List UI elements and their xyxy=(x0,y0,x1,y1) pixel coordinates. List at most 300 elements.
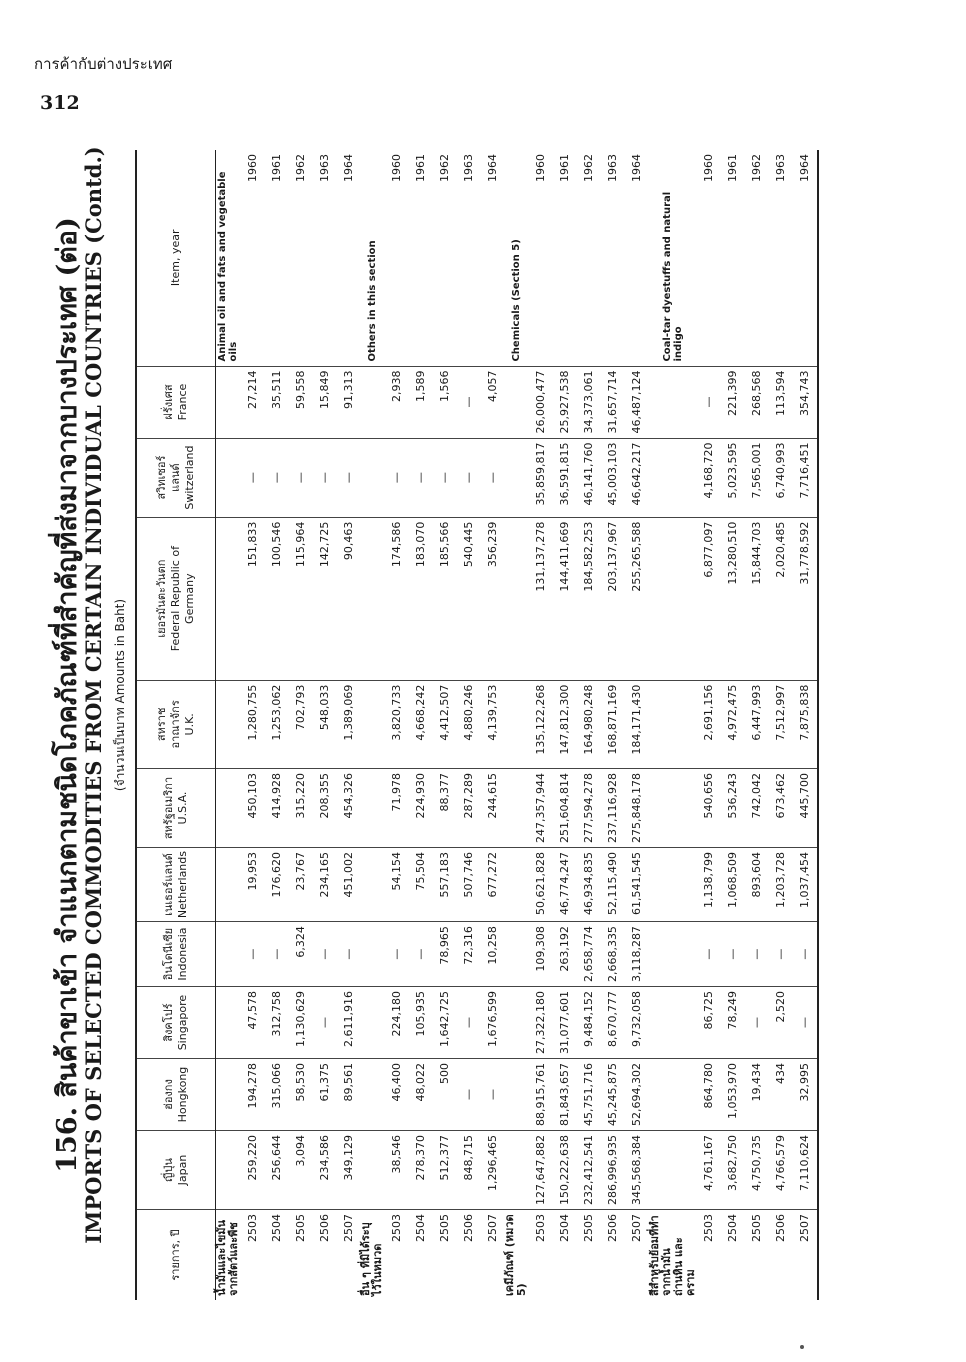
value-cell: 275,848,178 xyxy=(625,769,649,848)
empty-cell xyxy=(504,922,528,987)
value-cell: 3,682,750 xyxy=(721,1131,745,1210)
year-english: 1960 xyxy=(384,150,408,366)
year-thai: 2506 xyxy=(317,1214,331,1242)
year-thai: 2504 xyxy=(413,1214,427,1242)
value-cell: 1,138,799 xyxy=(697,848,721,922)
year-english: 1963 xyxy=(769,150,793,366)
empty-cell xyxy=(504,680,528,768)
value-cell: — xyxy=(745,922,769,987)
value-cell: 673,462 xyxy=(769,769,793,848)
table-row xyxy=(529,150,553,1300)
year-thai: 2507 xyxy=(793,1210,818,1301)
table-row xyxy=(697,150,721,1300)
value-cell: 31,778,592 xyxy=(793,517,818,680)
column-header-thai: อินโดนีเซีย xyxy=(162,927,176,981)
value-cell: — xyxy=(312,987,336,1059)
value-cell: 255,265,588 xyxy=(625,517,649,680)
value-cell: 86,725 xyxy=(697,987,721,1059)
value-cell: 75,504 xyxy=(408,848,432,922)
value-cell: 9,484,152 xyxy=(577,987,601,1059)
value-cell: 72,316 xyxy=(456,922,480,987)
year-thai: 2505 xyxy=(293,1214,307,1242)
value-cell: 54,154 xyxy=(384,848,408,922)
value-cell: 234,165 xyxy=(312,848,336,922)
value-cell: 4,766,579 xyxy=(769,1131,793,1210)
value-cell: — xyxy=(721,922,745,987)
empty-cell xyxy=(649,438,697,517)
value-cell: 8,670,777 xyxy=(601,987,625,1059)
value-cell: 277,594,278 xyxy=(577,769,601,848)
value-cell: 15,849 xyxy=(312,366,336,438)
empty-cell xyxy=(216,438,241,517)
column-header xyxy=(136,1059,216,1131)
year-thai: 2505 xyxy=(582,1214,596,1242)
value-cell: 221,399 xyxy=(721,366,745,438)
value-cell: 256,644 xyxy=(264,1131,288,1210)
value-cell: — xyxy=(480,1059,504,1131)
value-cell: 35,859,817 xyxy=(529,438,553,517)
section-label-thai: น้ำมันและไขมันจากสัตว์และพืช xyxy=(215,1219,241,1296)
value-cell: — xyxy=(384,438,408,517)
value-cell: 47,578 xyxy=(240,987,264,1059)
year-english: 1962 xyxy=(288,150,312,366)
value-cell: 1,389,069 xyxy=(336,680,360,768)
column-header-english: Japan xyxy=(176,1154,189,1186)
value-cell: 268,568 xyxy=(745,366,769,438)
value-cell: 742,042 xyxy=(745,769,769,848)
value-cell: — xyxy=(264,922,288,987)
year-thai: 2503 xyxy=(245,1214,259,1242)
table-row xyxy=(432,150,456,1300)
value-cell: 548,033 xyxy=(312,680,336,768)
section-label-thai: อื่น ๆ ที่มิได้ระบุไว้ในหมวด xyxy=(359,1222,385,1296)
column-header xyxy=(136,438,216,517)
column-header xyxy=(136,922,216,987)
table-row xyxy=(769,150,793,1300)
empty-cell xyxy=(504,366,528,438)
value-cell: — xyxy=(384,922,408,987)
year-thai: 2504 xyxy=(726,1214,740,1242)
value-cell: 557,183 xyxy=(432,848,456,922)
empty-cell xyxy=(649,848,697,922)
empty-cell xyxy=(360,987,384,1059)
value-cell: 135,122,268 xyxy=(529,680,553,768)
column-header-thai: สหรัฐอเมริกา xyxy=(162,776,176,840)
value-cell: 46,141,760 xyxy=(577,438,601,517)
column-header-english: Switzerland xyxy=(182,445,196,510)
value-cell: 109,308 xyxy=(529,922,553,987)
value-cell: 7,110,624 xyxy=(793,1131,818,1210)
value-cell: 46,934,835 xyxy=(577,848,601,922)
value-cell: 144,411,669 xyxy=(553,517,577,680)
value-cell: 500 xyxy=(432,1059,456,1131)
value-cell: 4,750,735 xyxy=(745,1131,769,1210)
value-cell: 702,793 xyxy=(288,680,312,768)
value-cell: 58,530 xyxy=(288,1059,312,1131)
value-cell: 100,546 xyxy=(264,517,288,680)
empty-cell xyxy=(216,922,241,987)
empty-cell xyxy=(360,769,384,848)
value-cell: 32,995 xyxy=(793,1059,818,1131)
section-label-english: Coal-tar dyestuffs and natural indigo xyxy=(649,150,697,366)
value-cell: 3,094 xyxy=(288,1131,312,1210)
table-row xyxy=(793,150,818,1300)
empty-cell xyxy=(649,680,697,768)
value-cell: 345,568,384 xyxy=(625,1131,649,1210)
value-cell: 414,928 xyxy=(264,769,288,848)
value-cell: — xyxy=(456,987,480,1059)
column-header xyxy=(136,366,216,438)
table-row xyxy=(312,150,336,1300)
value-cell: 184,582,253 xyxy=(577,517,601,680)
value-cell: 7,512,997 xyxy=(769,680,793,768)
section-label-thai: เคมีภัณฑ์ (หมวด 5) xyxy=(503,1214,529,1296)
value-cell: 45,751,716 xyxy=(577,1059,601,1131)
value-cell: 247,357,944 xyxy=(529,769,553,848)
table-row xyxy=(336,150,360,1300)
year-thai: 2505 xyxy=(437,1214,451,1242)
value-cell: 287,289 xyxy=(456,769,480,848)
value-cell: — xyxy=(793,987,818,1059)
value-cell: 185,566 xyxy=(432,517,456,680)
table-row xyxy=(264,150,288,1300)
year-english: 1963 xyxy=(456,150,480,366)
value-cell: 1,642,725 xyxy=(432,987,456,1059)
value-cell: 27,322,180 xyxy=(529,987,553,1059)
value-cell: 78,249 xyxy=(721,987,745,1059)
column-header-thai: เยอรมันตะวันตก xyxy=(155,559,169,638)
year-thai: 2505 xyxy=(750,1214,764,1242)
value-cell: 1,068,509 xyxy=(721,848,745,922)
value-cell: — xyxy=(793,922,818,987)
value-cell: 1,566 xyxy=(432,366,456,438)
value-cell: 88,915,761 xyxy=(529,1059,553,1131)
value-cell: 6,877,097 xyxy=(697,517,721,680)
section-label-thai: สีสำหรับย้อมที่ทำจากน้ำมันถ่านหิน และคราม xyxy=(647,1215,697,1296)
value-cell: — xyxy=(456,1059,480,1131)
value-cell: 115,964 xyxy=(288,517,312,680)
column-header-english: U.S.A. xyxy=(176,791,189,825)
value-cell: 677,272 xyxy=(480,848,504,922)
value-cell: 9,732,058 xyxy=(625,987,649,1059)
value-cell: 31,657,714 xyxy=(601,366,625,438)
value-cell: 15,844,703 xyxy=(745,517,769,680)
value-cell: 81,843,657 xyxy=(553,1059,577,1131)
value-cell: 61,375 xyxy=(312,1059,336,1131)
empty-cell xyxy=(216,1131,241,1210)
year-english: 1960 xyxy=(529,150,553,366)
value-cell: 7,716,451 xyxy=(793,438,818,517)
value-cell: 7,875,838 xyxy=(793,680,818,768)
empty-cell xyxy=(216,366,241,438)
value-cell: 203,137,967 xyxy=(601,517,625,680)
value-cell: 1,280,755 xyxy=(240,680,264,768)
empty-cell xyxy=(360,1131,384,1210)
column-header xyxy=(136,987,216,1059)
value-cell: 4,139,753 xyxy=(480,680,504,768)
empty-cell xyxy=(504,1131,528,1210)
value-cell: 46,774,247 xyxy=(553,848,577,922)
value-cell: 183,070 xyxy=(408,517,432,680)
value-cell: 1,676,599 xyxy=(480,987,504,1059)
value-cell: 2,020,485 xyxy=(769,517,793,680)
empty-cell xyxy=(360,438,384,517)
value-cell: 176,620 xyxy=(264,848,288,922)
empty-cell xyxy=(216,848,241,922)
year-thai: 2507 xyxy=(341,1214,355,1242)
value-cell: 113,594 xyxy=(769,366,793,438)
value-cell: — xyxy=(240,922,264,987)
value-cell: — xyxy=(264,438,288,517)
year-thai: 2503 xyxy=(389,1214,403,1242)
value-cell: 263,192 xyxy=(553,922,577,987)
value-cell: 234,586 xyxy=(312,1131,336,1210)
year-english: 1963 xyxy=(601,150,625,366)
section-label-english: Others in this section xyxy=(360,150,384,366)
value-cell: 536,243 xyxy=(721,769,745,848)
value-cell: 354,743 xyxy=(793,366,818,438)
year-english: 1962 xyxy=(745,150,769,366)
value-cell: 848,715 xyxy=(456,1131,480,1210)
section-row xyxy=(504,150,528,1300)
value-cell: 540,656 xyxy=(697,769,721,848)
column-header xyxy=(136,769,216,848)
value-cell: 315,066 xyxy=(264,1059,288,1131)
value-cell: 4,880,246 xyxy=(456,680,480,768)
value-cell: 232,412,541 xyxy=(577,1131,601,1210)
value-cell: 52,115,490 xyxy=(601,848,625,922)
value-cell: 46,487,124 xyxy=(625,366,649,438)
value-cell: 208,355 xyxy=(312,769,336,848)
running-header: การค้ากับต่างประเทศ xyxy=(34,55,173,73)
value-cell: 278,370 xyxy=(408,1131,432,1210)
value-cell: 286,996,935 xyxy=(601,1131,625,1210)
value-cell: 244,615 xyxy=(480,769,504,848)
section-label-english: Animal oil and fats and vegetable oils xyxy=(216,150,241,366)
value-cell: 50,621,828 xyxy=(529,848,553,922)
value-cell: 168,871,169 xyxy=(601,680,625,768)
year-english: 1960 xyxy=(240,150,264,366)
value-cell: 2,611,916 xyxy=(336,987,360,1059)
value-cell: 151,833 xyxy=(240,517,264,680)
year-english: 1962 xyxy=(432,150,456,366)
table-row xyxy=(721,150,745,1300)
value-cell: 142,725 xyxy=(312,517,336,680)
value-cell: 127,647,882 xyxy=(529,1131,553,1210)
empty-cell xyxy=(360,848,384,922)
value-cell: 194,278 xyxy=(240,1059,264,1131)
value-cell: 45,003,103 xyxy=(601,438,625,517)
column-header-english: U.K. xyxy=(182,713,196,736)
value-cell: 26,000,477 xyxy=(529,366,553,438)
value-cell: 224,930 xyxy=(408,769,432,848)
year-english: 1964 xyxy=(625,150,649,366)
table-row xyxy=(553,150,577,1300)
empty-cell xyxy=(504,769,528,848)
value-cell: 48,022 xyxy=(408,1059,432,1131)
value-cell: 4,168,720 xyxy=(697,438,721,517)
value-cell: 2,691,156 xyxy=(697,680,721,768)
value-cell: 445,700 xyxy=(793,769,818,848)
value-cell: — xyxy=(312,438,336,517)
column-header-english: Federal Republic of Germany xyxy=(169,546,196,652)
year-english: 1963 xyxy=(312,150,336,366)
value-cell: 349,129 xyxy=(336,1131,360,1210)
value-cell: 1,037,454 xyxy=(793,848,818,922)
value-cell: — xyxy=(745,987,769,1059)
year-thai: 2506 xyxy=(461,1214,475,1242)
empty-cell xyxy=(360,517,384,680)
value-cell: 454,326 xyxy=(336,769,360,848)
column-header xyxy=(136,848,216,922)
table-row xyxy=(288,150,312,1300)
value-cell: — xyxy=(432,438,456,517)
value-cell: — xyxy=(240,438,264,517)
empty-cell xyxy=(216,680,241,768)
value-cell: 312,758 xyxy=(264,987,288,1059)
value-cell: 34,373,061 xyxy=(577,366,601,438)
column-header-thai: ญี่ปุ่น xyxy=(162,1158,176,1182)
value-cell: 1,253,062 xyxy=(264,680,288,768)
value-cell: 19,434 xyxy=(745,1059,769,1131)
year-english: 1961 xyxy=(553,150,577,366)
value-cell: 315,220 xyxy=(288,769,312,848)
table-row xyxy=(601,150,625,1300)
table-row xyxy=(625,150,649,1300)
header-row xyxy=(136,150,216,1300)
empty-cell xyxy=(649,922,697,987)
value-cell: — xyxy=(769,922,793,987)
section-label-english: Chemicals (Section 5) xyxy=(504,150,528,366)
column-header xyxy=(136,1210,216,1301)
value-cell: 2,938 xyxy=(384,366,408,438)
value-cell: 164,980,248 xyxy=(577,680,601,768)
value-cell: 1,589 xyxy=(408,366,432,438)
column-header-english: Hongkong xyxy=(176,1066,189,1123)
empty-cell xyxy=(360,922,384,987)
value-cell: 540,445 xyxy=(456,517,480,680)
column-header-thai: รายการ, ปี xyxy=(169,1229,183,1281)
empty-cell xyxy=(504,848,528,922)
value-cell: — xyxy=(336,438,360,517)
value-cell: 150,222,638 xyxy=(553,1131,577,1210)
value-cell: 174,586 xyxy=(384,517,408,680)
value-cell: 27,214 xyxy=(240,366,264,438)
empty-cell xyxy=(649,769,697,848)
table-title-thai: 156. สินค้าขาเข้า จำแนกตามชนิดโภคภัณฑ์ที่สำคัญที่ส่งมาจากบางประเทศ (ต่อ) xyxy=(52,217,83,1173)
value-cell: 71,978 xyxy=(384,769,408,848)
year-english: 1964 xyxy=(336,150,360,366)
value-cell: 864,780 xyxy=(697,1059,721,1131)
value-cell: 6,447,993 xyxy=(745,680,769,768)
table-row xyxy=(577,150,601,1300)
value-cell: 31,077,601 xyxy=(553,987,577,1059)
column-header-english: Item, year xyxy=(169,229,183,287)
imports-table xyxy=(135,150,819,1300)
empty-cell xyxy=(649,366,697,438)
value-cell: 91,313 xyxy=(336,366,360,438)
value-cell: 1,053,970 xyxy=(721,1059,745,1131)
year-thai: 2507 xyxy=(485,1214,499,1242)
empty-cell xyxy=(649,987,697,1059)
value-cell: 88,377 xyxy=(432,769,456,848)
page-number: 312 xyxy=(40,92,80,114)
empty-cell xyxy=(504,438,528,517)
value-cell: 45,245,875 xyxy=(601,1059,625,1131)
value-cell: 4,972,475 xyxy=(721,680,745,768)
value-cell: 25,927,538 xyxy=(553,366,577,438)
value-cell: 450,103 xyxy=(240,769,264,848)
value-cell: 131,137,278 xyxy=(529,517,553,680)
value-cell: 36,591,815 xyxy=(553,438,577,517)
year-thai: 2504 xyxy=(269,1214,283,1242)
column-header-thai: สวิทเซอร์แลนด์ xyxy=(155,455,183,500)
value-cell: 46,400 xyxy=(384,1059,408,1131)
value-cell: 5,023,595 xyxy=(721,438,745,517)
table-row xyxy=(480,150,504,1300)
value-cell: 184,171,430 xyxy=(625,680,649,768)
value-cell: 2,520 xyxy=(769,987,793,1059)
value-cell: 451,002 xyxy=(336,848,360,922)
year-english: 1961 xyxy=(264,150,288,366)
value-cell: 2,668,335 xyxy=(601,922,625,987)
column-header-thai: ฝรั่งเศส xyxy=(162,384,176,420)
value-cell: 13,280,510 xyxy=(721,517,745,680)
value-cell: 10,258 xyxy=(480,922,504,987)
empty-cell xyxy=(649,1059,697,1131)
value-cell: — xyxy=(336,922,360,987)
value-cell: 2,658,774 xyxy=(577,922,601,987)
value-cell: 237,116,928 xyxy=(601,769,625,848)
value-cell: 1,296,465 xyxy=(480,1131,504,1210)
column-header-english: France xyxy=(176,383,189,421)
column-header-thai: สิงคโปร์ xyxy=(162,1003,176,1042)
value-cell: 507,746 xyxy=(456,848,480,922)
value-cell: 3,820,733 xyxy=(384,680,408,768)
empty-cell xyxy=(360,1059,384,1131)
column-header-english: Netherlands xyxy=(176,851,189,919)
page-mark xyxy=(800,1345,804,1349)
value-cell: 224,180 xyxy=(384,987,408,1059)
value-cell: 3,118,287 xyxy=(625,922,649,987)
value-cell: — xyxy=(312,922,336,987)
value-cell: 89,561 xyxy=(336,1059,360,1131)
value-cell: — xyxy=(480,438,504,517)
empty-cell xyxy=(216,1059,241,1131)
table-row xyxy=(240,150,264,1300)
value-cell: 23,767 xyxy=(288,848,312,922)
empty-cell xyxy=(649,1131,697,1210)
column-header xyxy=(136,1131,216,1210)
value-cell: — xyxy=(697,366,721,438)
value-cell: 38,546 xyxy=(384,1131,408,1210)
table-title-english: IMPORTS OF SELECTED COMMODITIES FROM CERTAIN INDIVIDUAL COUNTRIES (Contd.) xyxy=(81,146,106,1244)
column-header xyxy=(136,517,216,680)
table-row xyxy=(456,150,480,1300)
column-header xyxy=(136,150,216,366)
value-cell: 1,130,629 xyxy=(288,987,312,1059)
column-header xyxy=(136,680,216,768)
year-english: 1961 xyxy=(721,150,745,366)
year-thai: 2506 xyxy=(606,1214,620,1242)
empty-cell xyxy=(360,680,384,768)
year-english: 1960 xyxy=(697,150,721,366)
section-row xyxy=(360,150,384,1300)
value-cell: 35,511 xyxy=(264,366,288,438)
table-row xyxy=(408,150,432,1300)
section-row xyxy=(649,150,697,1300)
empty-cell xyxy=(216,987,241,1059)
